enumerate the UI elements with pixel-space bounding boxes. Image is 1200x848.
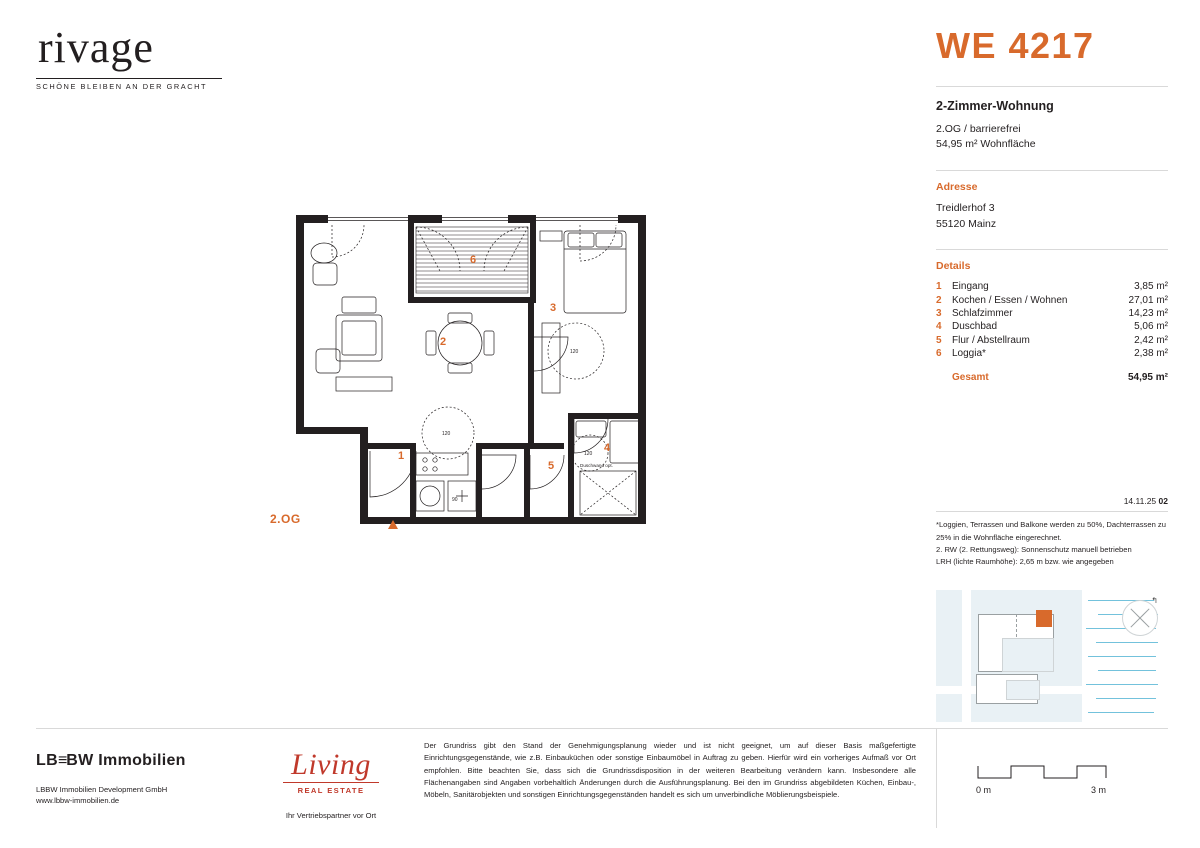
- furniture-living: [311, 243, 494, 391]
- brand-logo: [36, 23, 266, 91]
- svg-text:120: 120: [442, 431, 451, 437]
- room-area: 3,85 m²: [1134, 281, 1168, 293]
- details-heading: Details: [936, 259, 971, 272]
- room-area: 5,06 m²: [1134, 321, 1168, 333]
- address-street: Treidlerhof 3: [936, 202, 995, 215]
- divider: [936, 86, 1168, 87]
- address-city: 55120 Mainz: [936, 218, 997, 231]
- living-subtitle: REAL ESTATE: [297, 786, 365, 795]
- footnote-height: LRH (lichte Raumhöhe): 2,65 m bzw. wie angegeben: [936, 557, 1114, 567]
- divider: [936, 511, 1168, 512]
- lbbw-logo-right: BW: [66, 752, 94, 769]
- room-number: 4: [936, 321, 942, 333]
- room-label: Flur / Abstellraum: [952, 334, 1030, 346]
- svg-text:6: 6: [470, 254, 477, 266]
- footnote-rescue: 2. RW (2. Rettungsweg): Sonnenschutz manuell betrieben: [936, 544, 1132, 554]
- room-number: 3: [936, 307, 942, 319]
- living-note: Ihr Vertriebspartner vor Ort: [285, 810, 377, 820]
- room-number: 5: [936, 334, 942, 346]
- floor-plan: [280, 205, 680, 545]
- svg-text:1: 1: [398, 450, 405, 462]
- table-row: [936, 307, 1168, 320]
- footnote-areas: *Loggien, Terrassen und Balkone werden zu 50%, Dachterrassen zu 25% in die Wohnfläche eingerechnet.: [936, 520, 1166, 542]
- room-area: 14,23 m²: [1128, 307, 1168, 319]
- footer-divider: [36, 728, 1168, 729]
- living-logo: [256, 750, 406, 820]
- svg-text:120: 120: [584, 451, 593, 457]
- site-map-path: [962, 590, 971, 722]
- floor-plan-drawing: [280, 205, 680, 545]
- footer-vertical-divider: [936, 728, 937, 828]
- furniture-kitchen: [416, 407, 476, 511]
- room-area: 27,01 m²: [1128, 294, 1168, 306]
- site-map-courtyard: [1006, 680, 1040, 700]
- brand-name: rivage: [38, 23, 154, 72]
- svg-text:5: 5: [548, 460, 555, 472]
- divider: [936, 249, 1168, 250]
- table-row: [936, 280, 1168, 293]
- svg-text:3: 3: [550, 302, 557, 314]
- doc-meta: [936, 496, 1168, 506]
- table-row: [936, 347, 1168, 360]
- room-area: 2,42 m²: [1134, 334, 1168, 346]
- table-row: [936, 320, 1168, 333]
- room-label: Kochen / Essen / Wohnen: [952, 294, 1068, 306]
- room-number: 2: [936, 294, 942, 306]
- address-heading: Adresse: [936, 181, 978, 194]
- compass-north-icon: ↰: [1151, 596, 1158, 605]
- svg-text:90: 90: [452, 497, 458, 503]
- details-table: [936, 280, 1168, 384]
- lbbw-company: LBBW Immobilien Development GmbH: [36, 785, 168, 794]
- unit-info-panel: [936, 25, 1168, 569]
- unit-type: 2-Zimmer-Wohnung: [936, 99, 1054, 113]
- lbbw-logo-word: Immobilien: [98, 752, 186, 769]
- site-map-courtyard: [1002, 638, 1054, 672]
- windows: [328, 218, 618, 221]
- table-row-total: [936, 360, 1168, 384]
- lbbw-logo: [36, 752, 236, 807]
- room-area: 2,38 m²: [1134, 348, 1168, 359]
- furniture-bathroom: [572, 421, 640, 515]
- lbbw-website[interactable]: www.lbbw-immobilien.de: [36, 796, 120, 806]
- svg-text:2: 2: [440, 336, 447, 348]
- doc-date: 14.11.25: [1123, 496, 1157, 507]
- table-row: [936, 333, 1168, 346]
- room-number: 6: [936, 348, 942, 359]
- room-number: 1: [936, 281, 942, 293]
- total-area: 54,95 m²: [1127, 372, 1168, 384]
- svg-text:Duschwand opt.: Duschwand opt.: [580, 463, 613, 468]
- svg-text:4: 4: [604, 442, 611, 454]
- scale-bar-graphic: [976, 762, 1112, 782]
- living-wordmark: Living: [291, 748, 371, 781]
- lbbw-logo-left: LB: [36, 752, 58, 769]
- scale-max-label: 3 m: [1090, 785, 1106, 795]
- scale-min-label: 0 m: [976, 785, 992, 795]
- floor-tag: 2.OG: [270, 512, 301, 526]
- lbbw-logo-equals: ≡: [57, 752, 67, 769]
- divider: [936, 170, 1168, 171]
- living-divider: [283, 782, 379, 783]
- disclaimer-text: Der Grundriss gibt den Stand der Genehmigungsplanung wieder und ist nicht geeignet, um auf dieser Basis maßgefertigte Einrichtungsgegenstände, wie z.B. Einbauküchen oder sonstige Einbaumöbel in Auftrag zu geben. Hierfür wird ein vorheriges Aufmaß vor Ort empfohlen. Bitte beachten Sie, dass sich die Grundrissdisposition in der weiteren Bearbeitung verändern kann. Insbesondere alle Flächenangaben sind Angaben vorbehaltlich Änderungen durch die Ausführungsplanung. Bei den im Grundriss abgebildeten Küchen, Einbau-, Möbeln, Sanitärobjekten und sonstigen Einrichtungsgegenständen handelt es sich um unverbindliche Möblierungsbeispiele.: [424, 741, 916, 800]
- room-label: Eingang: [952, 281, 989, 293]
- brand-tagline: SCHÖNE BLEIBEN AN DER GRACHT: [36, 82, 208, 91]
- room-label: Duschbad: [952, 321, 998, 333]
- scale-bar: [976, 762, 1116, 795]
- svg-text:120: 120: [570, 349, 579, 355]
- table-row: [936, 293, 1168, 306]
- room-label: Schlafzimmer: [952, 307, 1013, 319]
- site-map: [936, 590, 1168, 722]
- unit-living-area: 54,95 m² Wohnfläche: [936, 138, 1036, 151]
- room-label: Loggia*: [952, 348, 986, 359]
- unit-floor-access: 2.OG / barrierefrei: [936, 123, 1021, 135]
- brand-divider: [36, 78, 222, 79]
- doc-page: 02: [1158, 496, 1168, 507]
- unit-code: WE 4217: [936, 25, 1095, 66]
- total-label: Gesamt: [952, 372, 989, 384]
- site-map-unit-marker: [1036, 610, 1052, 627]
- compass-icon: [1122, 596, 1158, 636]
